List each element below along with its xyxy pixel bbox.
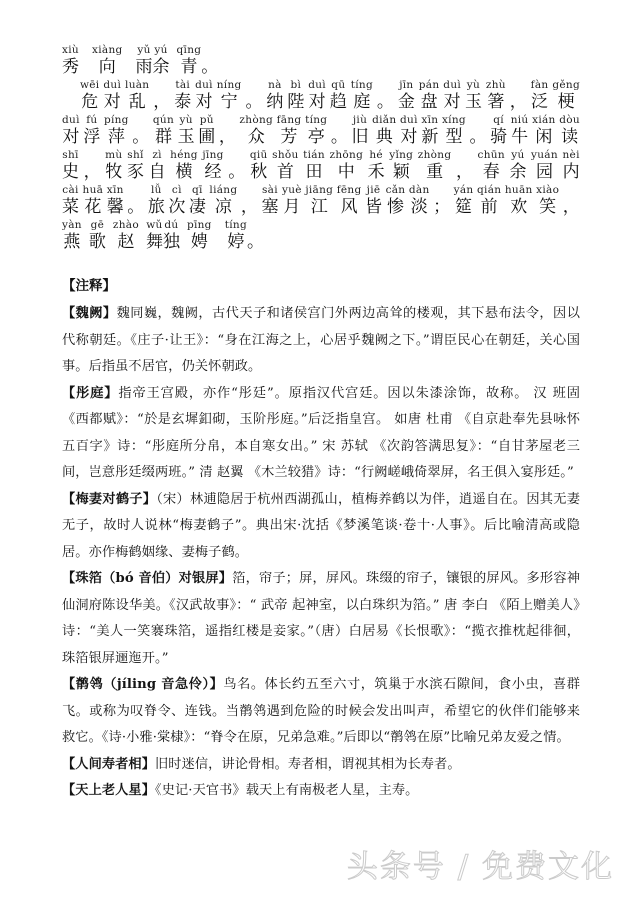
ruby-character: [177, 44, 202, 78]
ruby-character: [136, 44, 153, 78]
punctuation: ，: [218, 127, 236, 147]
punctuation: 。: [376, 92, 394, 112]
punctuation: 。: [228, 162, 246, 182]
han-character: 乱: [128, 92, 146, 112]
han-character: 凉: [214, 197, 232, 217]
han-character: 牛: [511, 127, 529, 147]
punctuation: ；: [433, 197, 451, 217]
notes-list: [62, 301, 580, 805]
note-term: 【鹡鸰（jíling 音急伶）】: [62, 677, 224, 692]
han-character: 秀: [62, 57, 79, 77]
pinyin-annotation: huā: [82, 184, 104, 196]
pinyin-annotation: fāng: [276, 114, 302, 126]
punctuation: ，: [509, 92, 527, 112]
note-entry: [62, 301, 580, 381]
ruby-character: [178, 114, 195, 148]
note-term: 【珠箔（bó 音伯）对银屏】: [62, 571, 233, 586]
ruby-character: [62, 149, 79, 183]
ruby-character: [277, 114, 302, 148]
ruby-character: [170, 149, 198, 183]
ruby-character: [225, 219, 247, 253]
pinyin-annotation: gěng: [552, 79, 580, 91]
ruby-character: [217, 79, 242, 113]
ruby-character: [148, 184, 165, 218]
han-character: 皆: [365, 197, 383, 217]
punctuation: 。: [330, 127, 348, 147]
han-character: 笑: [539, 197, 557, 217]
han-character: 娉: [190, 232, 208, 252]
han-character: 史: [62, 162, 79, 182]
ruby-character: [389, 149, 413, 183]
pinyin-annotation: pǔ: [199, 114, 214, 126]
ruby-character: [153, 114, 174, 148]
pinyin-annotation: qí: [493, 114, 504, 126]
han-character: 禾: [367, 162, 385, 182]
pinyin-annotation: nèi: [562, 149, 580, 161]
note-term: 【梅妻对鹤子】: [62, 491, 157, 507]
han-character: 泰: [174, 92, 192, 112]
pinyin-annotation: shǐ: [127, 149, 144, 161]
ruby-character: [305, 184, 333, 218]
pinyin-annotation: chūn: [477, 149, 505, 161]
note-text: 魏同巍，魏阙，古代天子和诸侯宫门外两边高耸的楼观，其下悬布法令，因以代称朝廷。《庄子·让王》：“身在江海之上，心居乎魏阙之下。”谓臣民心在朝廷，关心国事。后指虽不居官，仍关怀朝政。: [62, 306, 580, 374]
ruby-character: [62, 184, 79, 218]
han-character: 馨: [106, 197, 124, 217]
han-character: 田: [305, 162, 323, 182]
han-character: 次: [168, 197, 186, 217]
ruby-character: [104, 114, 129, 148]
pinyin-annotation: duì: [443, 79, 462, 91]
han-character: 自: [148, 162, 166, 182]
han-character: 对: [103, 92, 121, 112]
han-character: 赵: [117, 232, 135, 252]
ruby-character: [80, 79, 99, 113]
ruby-character: [559, 114, 580, 148]
han-character: 秋: [250, 162, 268, 182]
note-text: 鸟名。体长约五至六寸，筑巢于水滨石隙间，食小虫，喜群飞。或称为叹脊令、连钱。当鹡鸰遇到危险的时候会发出叫声，希望它的伙伴们能够来救它。《诗·小雅·棠棣》：“脊令在原，兄弟急难。”后即以“鹡鸰在原”比喻兄弟友爱之情。: [62, 677, 580, 745]
note-text: 箔，帘子；屏，屏风。珠缀的帘子，镶银的屏风。多形容神仙洞府陈设华美。《汉武故事》：“ 武帝 起神室，以白珠织为箔。” 唐 李白 《陌上赠美人》诗：“美人一笑褰珠箔，遥指红楼是妾家。”（唐）白居易《长恨歌》：“揽衣推枕起徘徊，珠箔银屏逦迤开。”: [62, 571, 580, 666]
ruby-character: [272, 149, 298, 183]
ruby-character: [536, 184, 559, 218]
ruby-character: [478, 149, 505, 183]
pinyin-annotation: pīng: [186, 219, 212, 231]
han-character: 对: [400, 127, 418, 147]
pinyin-annotation: duì: [400, 114, 418, 126]
han-character: 凄: [188, 197, 206, 217]
pinyin-annotation: tài: [175, 79, 191, 91]
pinyin-annotation: yú: [511, 149, 525, 161]
han-character: 芳: [280, 127, 298, 147]
ruby-character: [125, 79, 149, 113]
han-character: 余: [509, 162, 527, 182]
han-character: 梗: [557, 92, 575, 112]
han-character: 重: [426, 162, 444, 182]
pinyin-annotation: tián: [303, 149, 325, 161]
ruby-character: [386, 184, 406, 218]
ruby-character: [202, 149, 223, 183]
ruby-character: [103, 79, 121, 113]
pinyin-annotation: xiàng: [92, 44, 123, 56]
pinyin-annotation: shī: [62, 149, 79, 161]
pinyin-annotation: duì: [308, 79, 326, 91]
han-character: 箸: [487, 92, 505, 112]
pinyin-annotation: cì: [171, 184, 182, 196]
han-character: 春: [482, 162, 500, 182]
verse-line: [62, 184, 580, 218]
ruby-character: [465, 79, 482, 113]
han-character: 前: [480, 197, 498, 217]
pinyin-annotation: hé: [369, 149, 383, 161]
pinyin-annotation: yán: [453, 184, 474, 196]
han-character: 新: [421, 127, 439, 147]
pinyin-annotation: xīn: [421, 114, 439, 126]
ruby-character: [105, 149, 122, 183]
han-character: 众: [247, 127, 265, 147]
pinyin-annotation: zì: [152, 149, 162, 161]
han-character: 内: [562, 162, 580, 182]
han-character: 欢: [510, 197, 528, 217]
punctuation: ，: [83, 162, 101, 182]
ruby-character: [163, 219, 180, 253]
pinyin-annotation: xīn: [106, 184, 124, 196]
ruby-character: [400, 114, 418, 148]
pinyin-annotation: xiù: [62, 44, 79, 56]
han-character: 玉: [464, 92, 482, 112]
ruby-character: [198, 114, 215, 148]
han-character: 纳: [266, 92, 284, 112]
han-character: 花: [84, 197, 102, 217]
pinyin-annotation: fàn: [530, 79, 549, 91]
ruby-character: [62, 114, 80, 148]
han-character: 浮: [83, 127, 101, 147]
ruby-character: [266, 79, 283, 113]
ruby-character: [62, 44, 79, 78]
punctuation: 。: [469, 127, 487, 147]
pinyin-annotation: jiù: [352, 114, 368, 126]
han-character: 读: [561, 127, 579, 147]
ruby-character: [127, 149, 144, 183]
pinyin-annotation: duì: [195, 79, 213, 91]
pinyin-annotation: yù: [179, 114, 193, 126]
ruby-character: [168, 184, 185, 218]
punctuation: 。: [127, 197, 145, 217]
han-character: 豕: [127, 162, 145, 182]
verse-line: [62, 114, 580, 148]
ruby-character: [174, 79, 191, 113]
pinyin-annotation: qún: [152, 114, 175, 126]
pinyin-annotation: qīng: [176, 44, 202, 56]
pinyin-annotation: fēng: [336, 184, 362, 196]
ruby-character: [511, 114, 529, 148]
pinyin-annotation: tíng: [224, 219, 247, 231]
note-term: 【彤庭】: [62, 385, 119, 401]
pinyin-annotation: xíng: [441, 114, 466, 126]
ruby-character: [153, 44, 170, 78]
pinyin-annotation: héng: [170, 149, 198, 161]
ruby-character: [308, 79, 326, 113]
pinyin-annotation: yù: [466, 79, 481, 91]
han-character: 对: [62, 127, 80, 147]
pinyin-annotation: dú: [164, 219, 179, 231]
ruby-character: [563, 149, 580, 183]
pinyin-annotation: gē: [90, 219, 105, 231]
han-character: 玉: [177, 127, 195, 147]
ruby-character: [83, 114, 100, 148]
pinyin-annotation: tíng: [305, 114, 328, 126]
punctuation: ，: [153, 92, 171, 112]
pinyin-annotation: yuè: [281, 184, 302, 196]
han-character: 对: [195, 92, 213, 112]
verse-block: [62, 44, 580, 253]
ruby-character: [531, 79, 549, 113]
pinyin-annotation: duì: [103, 79, 122, 91]
note-entry: [62, 566, 580, 672]
han-character: 风: [340, 197, 358, 217]
pinyin-annotation: jiē: [366, 184, 381, 196]
note-text: 旧时迷信，讲论骨相。寿者相，谓视其相为长寿者。: [155, 756, 461, 772]
ruby-character: [531, 149, 558, 183]
pinyin-annotation: xián: [532, 114, 556, 126]
punctuation: 。: [132, 127, 150, 147]
ruby-character: [303, 149, 325, 183]
ruby-character: [107, 184, 124, 218]
pinyin-annotation: lǚ: [150, 184, 162, 196]
verse-line: [62, 219, 580, 253]
pinyin-annotation: píng: [103, 114, 129, 126]
pinyin-annotation: diǎn: [372, 114, 397, 126]
ruby-character: [92, 44, 123, 78]
han-character: 金: [397, 92, 415, 112]
pinyin-annotation: mù: [105, 149, 123, 161]
ruby-character: [83, 184, 104, 218]
ruby-character: [287, 79, 304, 113]
pinyin-annotation: duì: [62, 114, 80, 126]
note-entry: [62, 672, 580, 752]
han-character: 颖: [392, 162, 410, 182]
ruby-character: [398, 79, 415, 113]
ruby-character: [486, 79, 506, 113]
han-character: 危: [81, 92, 99, 112]
note-text: 指帝王宫殿，亦作“彤廷”。原指汉代宫廷。因以朱漆涂饰，故称。 汉 班固 《西都赋》：“於是玄墀釦砌，玉阶彤庭。”后泛指皇宫。 如唐 杜甫 《自京赴奉先县咏怀五百字》诗：“彤庭所分帛，本自寒女出。” 宋 苏轼 《次韵答满思复》：“自甘茅屋老三间，岂意彤廷缀两班。” 清 赵翼 《木兰较猎》诗：“行阙嵯峨倚翠屏，名王俱入宴彤廷。”: [62, 385, 580, 480]
pinyin-annotation: luàn: [125, 79, 150, 91]
han-character: 群: [154, 127, 172, 147]
ruby-character: [505, 184, 533, 218]
pinyin-annotation: jīng: [202, 149, 224, 161]
ruby-character: [552, 79, 580, 113]
han-character: 庭: [353, 92, 371, 112]
ruby-character: [477, 184, 501, 218]
notes-heading: 【注释】: [62, 278, 116, 294]
pinyin-annotation: wǔ: [146, 219, 163, 231]
han-character: 旅: [147, 197, 165, 217]
ruby-character: [189, 184, 206, 218]
han-character: 园: [535, 162, 553, 182]
punctuation: ，: [455, 162, 473, 182]
ruby-character: [454, 184, 474, 218]
ruby-character: [209, 184, 237, 218]
han-character: 经: [204, 162, 222, 182]
pinyin-annotation: cài: [62, 184, 79, 196]
han-character: 盘: [420, 92, 438, 112]
note-term: 【人间寿者相】: [62, 756, 156, 772]
han-character: 陛: [287, 92, 305, 112]
pinyin-annotation: cǎn: [385, 184, 406, 196]
verse-line: [62, 149, 580, 183]
pinyin-annotation: zhòng: [417, 149, 452, 161]
ruby-character: [305, 114, 327, 148]
pinyin-annotation: niú: [510, 114, 529, 126]
ruby-character: [282, 184, 302, 218]
pinyin-annotation: qián: [477, 184, 502, 196]
han-character: 宁: [220, 92, 238, 112]
note-term: 【魏阙】: [62, 306, 117, 321]
ruby-character: [409, 184, 430, 218]
note-entry: [62, 381, 580, 487]
ruby-character: [250, 149, 268, 183]
han-character: 江: [310, 197, 328, 217]
han-character: 舞: [145, 232, 163, 252]
pinyin-annotation: shǒu: [272, 149, 299, 161]
han-character: 旧: [351, 127, 369, 147]
pinyin-annotation: bì: [290, 79, 302, 91]
pinyin-annotation: dòu: [559, 114, 580, 126]
ruby-character: [421, 114, 438, 148]
pinyin-annotation: pán: [418, 79, 440, 91]
pinyin-annotation: jiāng: [305, 184, 334, 196]
pinyin-annotation: huān: [504, 184, 533, 196]
han-character: 塞: [261, 197, 279, 217]
han-character: 闲: [535, 127, 553, 147]
pinyin-annotation: qū: [331, 79, 346, 91]
han-character: 燕: [63, 232, 81, 252]
han-character: 雨: [135, 57, 153, 77]
ruby-character: [368, 149, 385, 183]
punctuation: 。: [201, 57, 219, 77]
pinyin-annotation: fú: [86, 114, 98, 126]
han-character: 亭: [307, 127, 325, 147]
han-character: 萍: [107, 127, 125, 147]
pinyin-annotation: wēi: [80, 79, 100, 91]
ruby-character: [352, 114, 369, 148]
pinyin-annotation: zhòng: [239, 114, 274, 126]
ruby-character: [532, 114, 556, 148]
han-character: 中: [337, 162, 355, 182]
han-character: 独: [162, 232, 180, 252]
han-character: 向: [98, 57, 116, 77]
pinyin-annotation: tíng: [350, 79, 374, 91]
pinyin-annotation: yàn: [62, 219, 82, 231]
ruby-character: [330, 79, 347, 113]
han-character: 余: [152, 57, 170, 77]
pinyin-annotation: dàn: [408, 184, 430, 196]
han-character: 牧: [105, 162, 123, 182]
note-entry: [62, 778, 580, 805]
han-character: 对: [443, 92, 461, 112]
note-text: （宋）林逋隐居于杭州西湖孤山，植梅养鹤以为伴，逍遥自在。因其无妻无子，故时人说林“梅妻鹤子”。典出宋·沈括《梦溪笔谈·卷十·人事》。后比喻清高或隐居。亦作梅鹤姻缘、妻梅子鹤。: [62, 491, 580, 560]
pinyin-annotation: nà: [268, 79, 282, 91]
pinyin-annotation: zhào: [112, 219, 139, 231]
note-entry: [62, 752, 580, 779]
ruby-character: [442, 114, 466, 148]
ruby-character: [337, 184, 362, 218]
punctuation: ，: [240, 197, 258, 217]
ruby-character: [419, 79, 440, 113]
punctuation: 。: [246, 232, 264, 252]
pinyin-annotation: liáng: [209, 184, 238, 196]
pinyin-annotation: níng: [216, 79, 242, 91]
ruby-character: [490, 114, 507, 148]
pinyin-annotation: qiū: [249, 149, 268, 161]
ruby-character: [330, 149, 364, 183]
ruby-character: [149, 149, 166, 183]
pinyin-annotation: zhōng: [329, 149, 364, 161]
pinyin-annotation: jīn: [399, 79, 414, 91]
han-character: 筵: [455, 197, 473, 217]
ruby-character: [62, 219, 82, 253]
watermark: 头条号 / 免费文化: [346, 849, 614, 885]
note-entry: [62, 487, 580, 567]
ruby-character: [195, 79, 213, 113]
han-character: 淡: [410, 197, 428, 217]
han-character: 首: [276, 162, 294, 182]
pinyin-annotation: yǐng: [389, 149, 414, 161]
han-character: 趋: [329, 92, 347, 112]
verse-line: [62, 79, 580, 113]
punctuation: 。: [245, 92, 263, 112]
ruby-character: [372, 114, 396, 148]
pinyin-annotation: xiào: [536, 184, 560, 196]
ruby-character: [89, 219, 106, 253]
ruby-character: [351, 79, 373, 113]
ruby-character: [239, 114, 273, 148]
pinyin-annotation: qī: [192, 184, 203, 196]
ruby-character: [509, 149, 526, 183]
note-text: 《史记·天官书》载天上有南极老人星，主寿。: [155, 783, 419, 798]
han-character: 惨: [386, 197, 404, 217]
pinyin-annotation: sài: [261, 184, 278, 196]
han-character: 横: [175, 162, 193, 182]
han-character: 青: [180, 57, 198, 77]
han-character: 典: [375, 127, 393, 147]
han-character: 圃: [198, 127, 216, 147]
han-character: 菜: [62, 197, 79, 217]
punctuation: ，: [562, 197, 580, 217]
han-character: 歌: [88, 232, 106, 252]
ruby-character: [365, 184, 382, 218]
ruby-character: [187, 219, 212, 253]
pinyin-annotation: zhù: [485, 79, 506, 91]
pinyin-annotation: yuán: [531, 149, 558, 161]
ruby-character: [418, 149, 452, 183]
han-character: 月: [283, 197, 301, 217]
notes-section: [62, 273, 580, 805]
han-character: 骑: [490, 127, 508, 147]
ruby-character: [261, 184, 278, 218]
note-term: 【天上老人星】: [62, 783, 156, 798]
pinyin-annotation: yǔ: [137, 44, 151, 56]
han-character: 型: [445, 127, 463, 147]
ruby-character: [113, 219, 139, 253]
verse-line: [62, 44, 580, 78]
han-character: 对: [308, 92, 326, 112]
han-character: 婷: [227, 232, 245, 252]
pinyin-annotation: yú: [154, 44, 168, 56]
ruby-character: [146, 219, 163, 253]
ruby-character: [443, 79, 461, 113]
han-character: 泛: [531, 92, 549, 112]
